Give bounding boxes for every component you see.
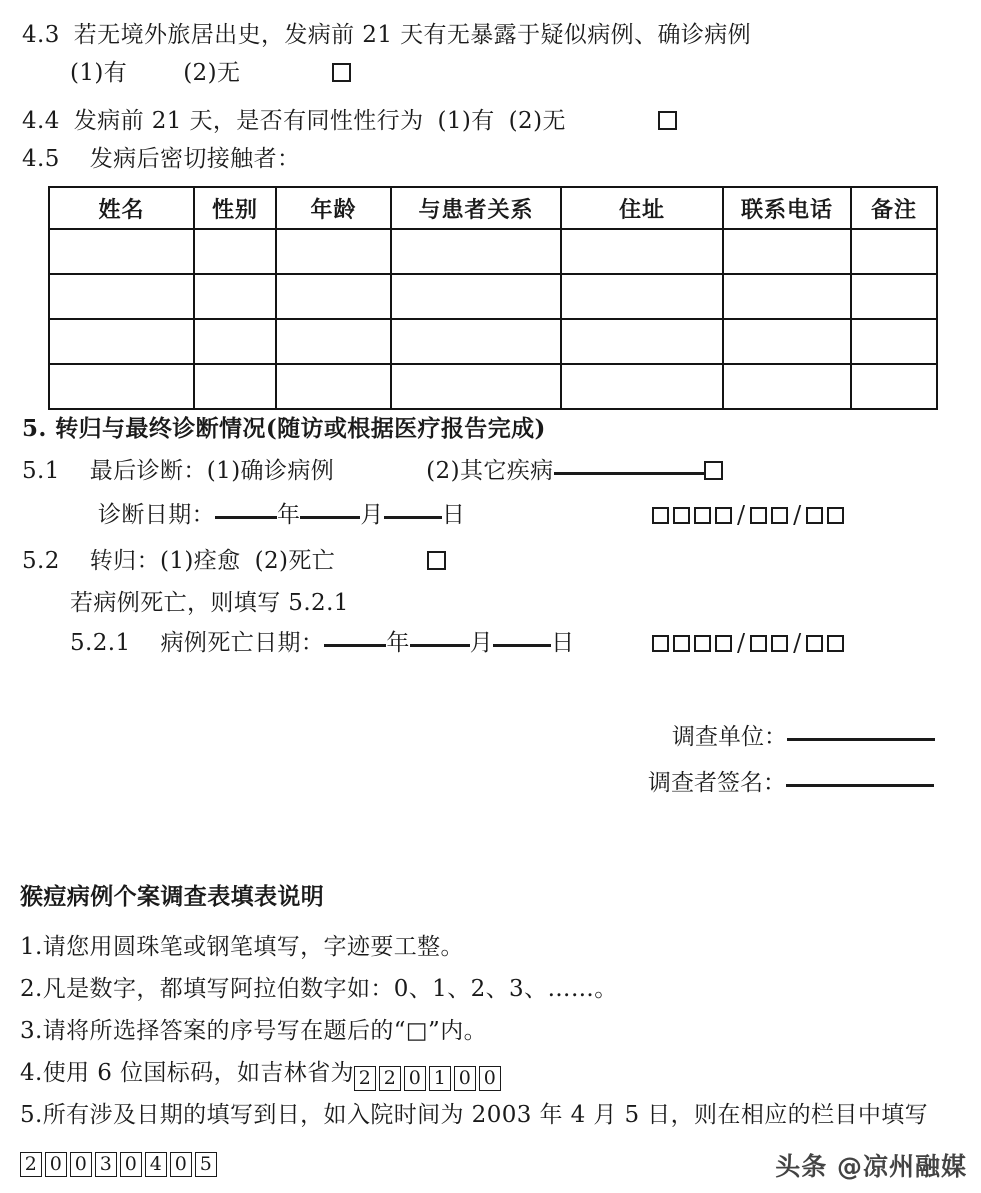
diagnosis-date-row xyxy=(98,500,465,530)
date-separator: / xyxy=(737,629,746,657)
date-box[interactable] xyxy=(806,635,823,652)
question-4-4 xyxy=(22,106,677,136)
date-box[interactable] xyxy=(694,507,711,524)
survey-unit-row xyxy=(672,722,935,752)
diagnosis-date-year-boxes xyxy=(652,507,732,524)
digit-box[interactable]: 4 xyxy=(145,1152,167,1177)
diagnosis-day-fill-line[interactable] xyxy=(384,516,442,519)
close-contacts-table xyxy=(48,186,938,410)
table-cell[interactable] xyxy=(276,229,391,274)
death-date-day-boxes xyxy=(806,635,844,652)
question-4-3-options xyxy=(70,58,351,88)
death-year-fill-line[interactable] xyxy=(324,644,386,647)
date-box[interactable] xyxy=(827,635,844,652)
answer-box-5-2[interactable] xyxy=(427,551,446,570)
instruction-item-5-example xyxy=(20,1144,217,1177)
table-cell[interactable] xyxy=(49,319,194,364)
table-header-row xyxy=(49,187,937,229)
table-header-cell: 联系电话 xyxy=(723,187,851,229)
instruction-number: 1. xyxy=(20,934,43,960)
instruction-number: 2. xyxy=(20,976,43,1002)
question-5-1 xyxy=(22,456,723,486)
table-header-cell: 备注 xyxy=(851,187,937,229)
table-header-cell: 与患者关系 xyxy=(391,187,561,229)
digit-box[interactable]: 0 xyxy=(120,1152,142,1177)
diagnosis-date-day-boxes xyxy=(806,507,844,524)
date-box[interactable] xyxy=(715,507,732,524)
date-box[interactable] xyxy=(652,635,669,652)
question-4-5-number: 4.5 xyxy=(22,146,60,172)
digit-box[interactable]: 2 xyxy=(354,1066,376,1091)
diagnosis-year-unit: 年 xyxy=(277,502,301,528)
digit-box[interactable]: 3 xyxy=(95,1152,117,1177)
diagnosis-year-fill-line[interactable] xyxy=(215,516,277,519)
table-cell[interactable] xyxy=(391,364,561,409)
digit-box[interactable]: 2 xyxy=(379,1066,401,1091)
national-code-digit-boxes xyxy=(354,1066,501,1091)
table-cell[interactable] xyxy=(561,364,723,409)
table-cell[interactable] xyxy=(194,274,276,319)
option-5-1-2[interactable]: (2)其它疾病 xyxy=(426,458,554,484)
question-5-1-number: 5.1 xyxy=(22,458,60,484)
diagnosis-month-fill-line[interactable] xyxy=(300,516,360,519)
digit-box[interactable]: 2 xyxy=(20,1152,42,1177)
digit-box[interactable]: 0 xyxy=(479,1066,501,1091)
instruction-item-2 xyxy=(20,974,618,1004)
instructions-title: 猴痘病例个案调查表填表说明 xyxy=(20,883,325,910)
date-box[interactable] xyxy=(771,507,788,524)
question-4-3 xyxy=(22,20,751,50)
table-header-cell: 住址 xyxy=(561,187,723,229)
date-box[interactable] xyxy=(827,507,844,524)
table-cell[interactable] xyxy=(851,364,937,409)
table-cell[interactable] xyxy=(561,229,723,274)
answer-box-5-1[interactable] xyxy=(704,461,723,480)
table-cell[interactable] xyxy=(49,229,194,274)
table-row xyxy=(49,274,937,319)
table-cell[interactable] xyxy=(851,274,937,319)
question-4-3-text: 若无境外旅居出史，发病前 21 天有无暴露于疑似病例、确诊病例 xyxy=(73,22,752,48)
digit-box[interactable]: 0 xyxy=(45,1152,67,1177)
survey-unit-label: 调查单位： xyxy=(672,724,787,750)
diagnosis-date-boxes xyxy=(652,503,844,527)
answer-box-4-4[interactable] xyxy=(658,111,677,130)
question-4-3-number: 4.3 xyxy=(22,22,60,48)
instruction-number: 4. xyxy=(20,1060,43,1086)
instruction-item-4 xyxy=(20,1058,501,1091)
question-5-2-note: 若病例死亡，则填写 5.2.1 xyxy=(70,590,349,616)
date-separator: / xyxy=(793,629,802,657)
investigator-signature-row xyxy=(648,768,934,798)
watermark: 头条 @凉州融媒 xyxy=(775,1152,967,1181)
instruction-number: 3. xyxy=(20,1018,43,1044)
death-date-boxes xyxy=(652,631,844,655)
question-5-1-label: 最后诊断： xyxy=(89,458,207,484)
table-cell[interactable] xyxy=(276,319,391,364)
diagnosis-date-month-boxes xyxy=(750,507,788,524)
table-header-cell: 年龄 xyxy=(276,187,391,229)
digit-box[interactable]: 0 xyxy=(404,1066,426,1091)
date-box[interactable] xyxy=(750,635,767,652)
table-header-cell: 性别 xyxy=(194,187,276,229)
answer-box-4-3[interactable] xyxy=(332,63,351,82)
date-box[interactable] xyxy=(652,507,669,524)
question-5-2-1-label: 病例死亡日期： xyxy=(160,630,325,656)
date-box[interactable] xyxy=(673,507,690,524)
death-date-year-boxes xyxy=(652,635,732,652)
death-year-unit: 年 xyxy=(386,630,410,656)
death-day-fill-line[interactable] xyxy=(493,644,551,647)
example-date-digit-boxes xyxy=(20,1152,217,1177)
table-header-cell: 姓名 xyxy=(49,187,194,229)
option-4-4-1[interactable]: (1)有 xyxy=(437,108,495,134)
section-5-heading: 5. 转归与最终诊断情况(随访或根据医疗报告完成) xyxy=(22,415,546,442)
instruction-item-5 xyxy=(20,1100,928,1130)
date-separator: / xyxy=(737,501,746,529)
instruction-number: 5. xyxy=(20,1102,43,1128)
question-4-5 xyxy=(22,144,300,174)
instruction-text: 使用 6 位国标码，如吉林省为 xyxy=(42,1060,355,1086)
table-row xyxy=(49,364,937,409)
date-box[interactable] xyxy=(750,507,767,524)
table-row xyxy=(49,229,937,274)
table-cell[interactable] xyxy=(723,364,851,409)
instruction-text: 请将所选择答案的序号写在题后的“□”内。 xyxy=(42,1018,487,1044)
table-cell[interactable] xyxy=(391,319,561,364)
diagnosis-month-unit: 月 xyxy=(360,502,384,528)
date-box[interactable] xyxy=(673,635,690,652)
option-4-4-2[interactable]: (2)无 xyxy=(508,108,566,134)
diagnosis-day-unit: 日 xyxy=(441,502,466,528)
table-cell[interactable] xyxy=(851,229,937,274)
table-row xyxy=(49,319,937,364)
instruction-text: 请您用圆珠笔或钢笔填写，字迹要工整。 xyxy=(42,934,464,960)
table-cell[interactable] xyxy=(391,274,561,319)
option-5-1-1[interactable]: (1)确诊病例 xyxy=(206,458,335,484)
date-box[interactable] xyxy=(694,635,711,652)
digit-box[interactable]: 5 xyxy=(195,1152,217,1177)
death-month-fill-line[interactable] xyxy=(410,644,470,647)
question-4-5-text: 发病后密切接触者： xyxy=(89,146,301,172)
digit-box[interactable]: 0 xyxy=(454,1066,476,1091)
table-cell[interactable] xyxy=(391,229,561,274)
table-cell[interactable] xyxy=(194,364,276,409)
survey-unit-fill-line[interactable] xyxy=(787,738,935,741)
table-cell[interactable] xyxy=(561,274,723,319)
death-month-unit: 月 xyxy=(469,630,494,656)
table-cell[interactable] xyxy=(194,229,276,274)
date-box[interactable] xyxy=(715,635,732,652)
digit-box[interactable]: 0 xyxy=(170,1152,192,1177)
table-cell[interactable] xyxy=(49,274,194,319)
option-4-3-1[interactable]: (1)有 xyxy=(70,60,128,86)
diagnosis-date-label: 诊断日期： xyxy=(98,502,215,528)
date-separator: / xyxy=(793,501,802,529)
instruction-text: 凡是数字，都填写阿拉伯数字如：0、1、2、3、……。 xyxy=(42,976,618,1002)
question-4-4-number: 4.4 xyxy=(22,108,60,134)
death-day-unit: 日 xyxy=(551,630,575,656)
digit-box[interactable]: 1 xyxy=(429,1066,451,1091)
question-5-2-label: 转归： xyxy=(89,548,160,574)
option-4-3-2[interactable]: (2)无 xyxy=(183,60,241,86)
question-5-2-1-number: 5.2.1 xyxy=(70,630,131,656)
question-5-2-number: 5.2 xyxy=(22,548,60,574)
date-box[interactable] xyxy=(771,635,788,652)
date-box[interactable] xyxy=(806,507,823,524)
table-cell[interactable] xyxy=(851,319,937,364)
instruction-item-3 xyxy=(20,1016,487,1046)
table-cell[interactable] xyxy=(194,319,276,364)
table-cell[interactable] xyxy=(49,364,194,409)
table-cell[interactable] xyxy=(276,364,391,409)
option-5-2-1[interactable]: (1)痊愈 xyxy=(159,548,241,574)
death-date-month-boxes xyxy=(750,635,788,652)
question-5-2-1 xyxy=(70,628,575,658)
investigator-signature-fill-line[interactable] xyxy=(786,784,934,787)
instruction-text: 所有涉及日期的填写到日，如入院时间为 2003 年 4 月 5 日，则在相应的栏目中填写 xyxy=(42,1102,929,1128)
table-cell[interactable] xyxy=(723,229,851,274)
table-cell[interactable] xyxy=(723,319,851,364)
question-4-4-text: 发病前 21 天，是否有同性性行为 xyxy=(73,108,424,134)
table-cell[interactable] xyxy=(723,274,851,319)
table-cell[interactable] xyxy=(276,274,391,319)
digit-box[interactable]: 0 xyxy=(70,1152,92,1177)
other-disease-fill-line[interactable] xyxy=(554,472,704,475)
investigator-signature-label: 调查者签名： xyxy=(648,770,786,796)
table-cell[interactable] xyxy=(561,319,723,364)
question-5-2 xyxy=(22,546,446,576)
instruction-item-1 xyxy=(20,932,464,962)
option-5-2-2[interactable]: (2)死亡 xyxy=(254,548,336,574)
